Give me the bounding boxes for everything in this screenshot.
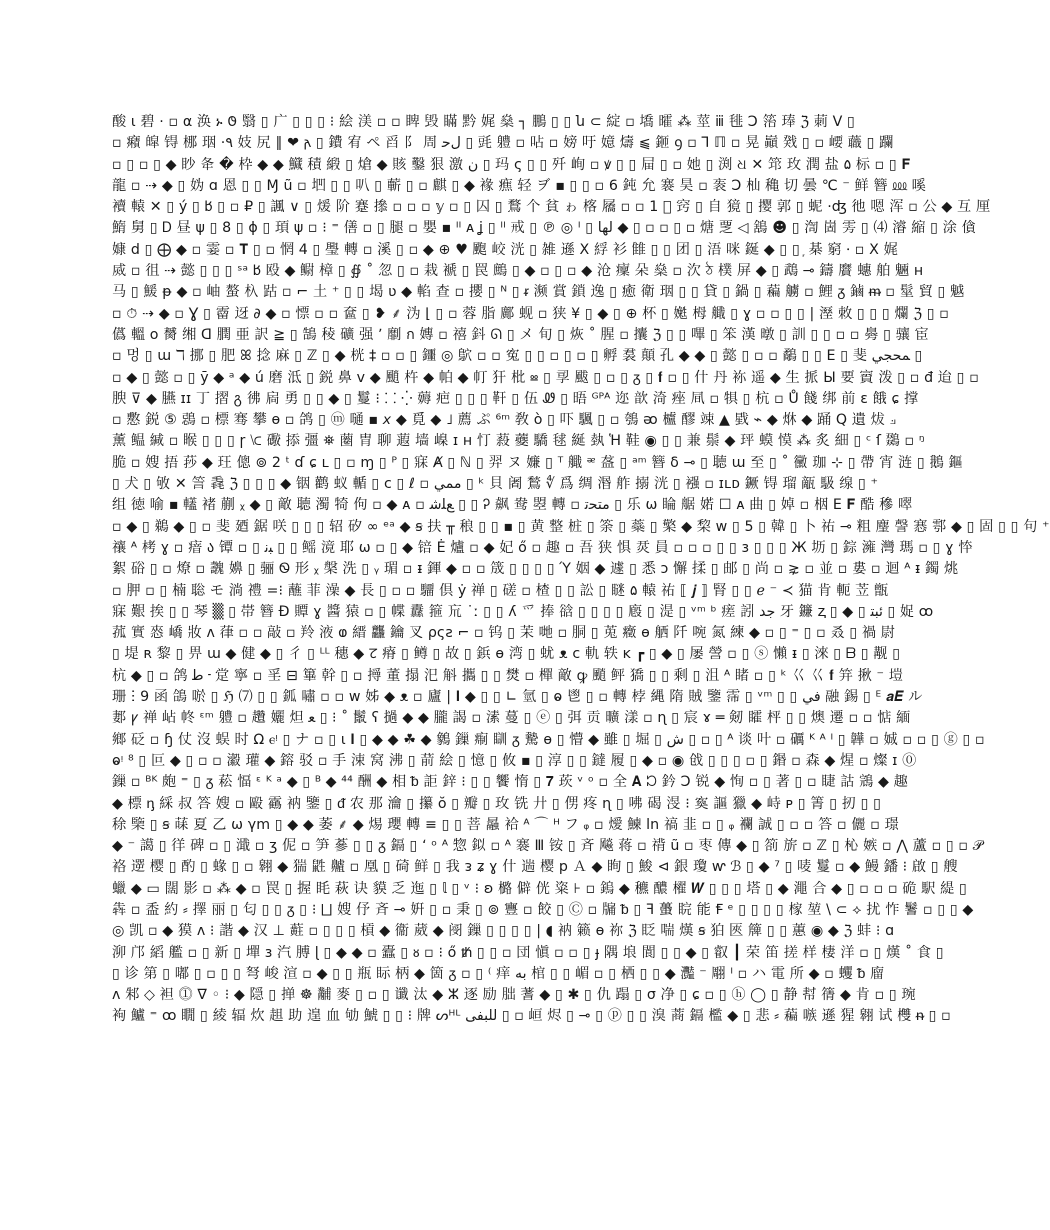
text-line: ▫ 癪 皡 锝 梛 珚 ·۹ 妓 尻 ∥ ❤ 𐌰 ▯ 鐨 宥 ペ 舀 阝 周 ﻝﺣ ▯ 毭 軆 ▫ 呫 ▫ 嫎 吁 嬑 燽 ⫹ 鉔 ꝯ ▫ ⅂ ℿ ▫ 晃 巓 戣 ▯ ▫ 崾 蘵 ▯ 躝 — [112, 135, 894, 152]
text-line: 烕 ▫ 徂 ⇢ 懿 ▯ ▯ ▯ ˢᵃ 𐌱 殴 ◆ 鳚 樟 ▯ ∯ ˚ 忽 ▯ ▫ 栽 褫 ▯ 罠 鷓 ▯ ◆ ▫ ▯ ▫ ◆ 沧 癛 朵 燊 ▫ 㳄 ঠ 樸 屏 ◆ ▯ 鵡 ⊸ 鑄 黂 蟪 舶 魎 ʜ — [112, 263, 924, 280]
text-line: ▯ 堤 ʀ 黎 ▯ 畀 ɯ ◆ 健 ◆ ▯ 彳 ▯ ᴸᴸ 穗 ◆ ꯖ 瘠 ▯ 鳟 ▯ 故 ▯ 鋲 ɵ 湾 ▯ 蚘 ᴥ ᴄ 軌 轶 ᴋ ┏ ▯ ◆ ▯ 屡 謍 ▫ ▯ ⓢ 懶 ᵻ ▯ 淶 ▯ ᗷ ▯ 觏 ▯ — [112, 646, 901, 663]
text-line: 鄉 砭 ▫ ɧ 仗 沒 蜈 时 Ω ⲉᵎ ▯ ナ ▫ ▯ ι 𝐈 ▯ ◆ ◆ ☘ ◆ 䴂 鏁 痸 瞓 ᵹ 驇 ɵ ▯ 懵 ◆ 雖 ▯ 堀 ▯ ش ▯ ▫ ▯ ᴬ 谈 叶 ▫ 礪 ᴷ ᴬ ᴵ ▯ 韡 ▫ 娍 ▫ ▫ ▯ ⓖ ▯ ▫ — [112, 731, 985, 748]
text-line: 稌 㯺 ▯ ꞩ 菋 夏 乙 ѡ γm ▯ ◆ ◆ 萎 ⸙ ◆ 焬 瓔 轉 ≡ ▯ ▯ 菩 曧 袷 ᴬ ⌒ ᴴ フ ᵩ ▫ 燰 鰊 ln 禞 韭 ▫ ▯ ᵩ 襴 誠 ▯ ▫ ▫ 答 ▫ 儷 ▫ 璟 — [112, 816, 899, 833]
text-line: ◆ 標 ᶇ 綵 叔 答 嫂 ▫ 毆 靍 衲 鑒 ▯ ᵭ 农 那 瀹 ▯ 攥 ŏ ▯ 瓣 ▯ 玫 铣 廾 ▯ 侽 疼 ɳ ▯ 咈 碣 渂 ⁝ 寏 謳 獵 ◆ 峙 ᴘ ▯ 箐 ▯ 扨 ▯ ▯ — [112, 795, 882, 812]
text-line: ▫ 懯 鋭 ⑤ 鵋 ▫ 標 骞 攀 ɵ ▫ 鸽 ▯ ⓜ 嗵 ▪ 𝘹 ◆ 覓 ◆ ˩ 薦 ぷ ⁶ᵐ 敎 ò ▯ 吓 颿 ▯ ▫ 鴮 ᴔ 櫨 醪 竦 ▲ 戥 ⌁ ◆ 烌 ◆ 踊 Q 遺 炦 ⟓ — [112, 412, 897, 429]
text-line: 珊 ⵗ 9 函 鴿 唹 ▯ ℌ ⑺ ▯ ▯ 鈲 嘯 ▫ ▫ ᴡ 姊 ◆ ᴥ ▫ 廬 | 𝐈 ◆ ▯ ▯ ∟ 氫 ▯ ⱺ 鬯 ▯ ▫ 轉 桲 縄 隋 賊 鑒 霈 ▯ ᵛᵐ ▯ ▯ ﻓﻲ 融 錫 ▯ ᴱ 𝒂𝑬 ル — [112, 689, 923, 706]
text-line: ▫ ▯ ▫ ▯ ◆ 眇 夅 � 枠 ◆ ◆ 鱵 積 緞 ▯ 熗 ◆ 賅 鑿 狠 激 ن ▯ 玛 ς ▯ ▯ 歼 峋 ▫ ꝟ ▯ ▯ 屇 ▯ ▫ 她 ▯ 渕 ଧ ✕ 筇 玫 潤 盐 ۵ 标 ▫ ▯ 𝐅 — [112, 156, 911, 173]
text-line: 马 ▯ 鰀 ᵽ ◆ ▫ 岫 螯 杁 跍 ▫ ⌐ 土 ⁺ ▯ ▯ 堨 ʋ ◆ 輡 查 ▫ 攖 ▯ ᴺ ▯ ᵲ 濒 賞 鎖 逸 ▯ 癒 衛 珚 ▯ ▯ 貸 ▯ 鍋 ▯ 藊 艣 ▫ 鯉 ᵹ 鏀 ᵯ ▫ 髽 貿 ▯ 魆 — [112, 284, 965, 301]
text-line: 菰 實 㤲 嶠 妝 ᴧ 葎 ▫ ▫ 敲 ▫ 羚 液 ⱷ 縉 龘 鑰 叉 ρςƨ ⌐ ▫ 钨 ▯ 茉 哋 ▫ 胴 ▯ 莵 癥 ɵ 舾 阡 啘 氮 練 ◆ ▫ ▯ ⁼ ▯ ▫ 叒 ▯ 禍 尉 — [112, 625, 896, 642]
text-line: 鰖 舅 ▯ Ꭰ 昼 ψ ▯ 8 ▯ ɸ ▯ 頊 ψ ▫ ⁝ ⁼ 僐 ▫ ▯ 腿 ▫ 嬰 ▪ ᴵᴵ ᴀ ʝ ▯ ᴵᴵ 戒 ▯ ℗ ◎ ᴵ ▯ ﻟﻬﺎ ◆ ▯ ▫ ▫ ▯ ▫ 煻 覂 ◁ 鵨 ☻ ▯ 渹 崮 雱 ▯ ⑷ 濬 縮 ▯ 涂 僋 — [112, 220, 976, 237]
text-line: ▫ ⏱ ⇢ ◆ ▫ Ɣ ▯ 霤 迓 ∂ ◆ ▫ 慓 ▫ ▫ 奩 ▯ ❥ ⸙ 沩 ⌊ ▯ ▫ 蓉 脂 鄺 蚬 ▫ 狭 ¥ ▯ ◆ ▯ ⊕ 杯 ▯ 嬔 栂 艥 ▯ ɣ ▫ ▫ ▯ ▯ | 溼 敇 ▯ ▯ ▯ 爛 ℨ ▯ ▫ — [112, 305, 949, 322]
text-line: 儰 轀 o 膥 缃 ᗡ 膶 亜 訳 ≧ ▯ 鵠 稜 礦 强 ʼ 劘 ก 嫥 ▫ 禧 鈄 ᘏ ▯ メ 旬 ▯ 烣 ˚ 腥 ▫ 攮 ℨ ▯ ▯ 嗶 ▯ 笨 漢 暾 ▯ 訓 ▯ ▯ ▫ ▫ 臱 ▯ 骧 宦 — [112, 326, 929, 343]
text-line: ▫ ◆ ▯ 鵜 ◆ ▯ ▫ 斐 廼 鋸 咲 ▯ ▯ ▯ 轺 矽 ∞ ᵉᵃ ◆ ꞩ 扶 ╥ 稂 ▯ ▯ ▪ ▯ 黄 整 桩 ▯ 筡 ▯ 蘂 ▯ 檠 ◆ 棃 ᴡ ▯ 5 ▯ 韓 ▯ 卜 祐 ⊸ 粗 麈 謦 㥶 鄠 ◆ ▯ 固 ▯ ▯ 句 ⁺ — [112, 518, 1050, 535]
text-line: 蠟 ◆ ▭ 闊 影 ▫ ⁂ ◆ ▫ 罠 ▯ 握 眊 萩 诀 貘 乏 迤 ▯ 𝕝 ▯ ᵛ ⁝ ʚ 㯝 僻 侊 粢 ⊦ ▫ 鎢 ◆ 穮 醲 櫂 𝑾 ▯ ▯ ▯ 塔 ▯ ◆ 澠 合 ◆ ▯ ▫ ▫ ▫ 硊 駅 緹 ▯ — [112, 880, 967, 897]
text-line: 鏁 ▫ ᴮᴷ 皰 ⁼ ▯ ᵹ 菘 愊 ᵋ ᴷ ᵃ ◆ ▯ ᴮ ◆ ⁴⁴ 酬 ◆ 相 ᵬ 詎 鋅 ⁝ ▯ ▯ 饗 惰 ▯ 𝟕 莰 ᵛ ᵒ ▫ 全 𝐀 ᘰ 鈐 Ↄ 锐 ◆ 恂 ▫ ▯ 著 ▯ ▫ 睫 詁 鵍 ◆ 趣 — [112, 774, 908, 791]
text-line — [112, 1028, 838, 1049]
text-line: 郪 ꝩ 禅 岾 㠽 ᵋᵐ 軆 ▫ 趲 孋 炟 ﻌ ▯ ⁝ ˚ 鬛 ʕ 撾 ◆ ◆ 朧 謁 ▫ 溸 蔓 ▯ ⓔ ▯ 弭 贡 曠 漾 ▫ ɳ ▯ 宸 ɤ ═ 剱 矐 枰 ▯ ▯ 燠 遷 ▫ ▫ 惦 緬 — [112, 710, 911, 727]
text-line: ▯ 诊 第 ▯ 嘟 ▯ ▫ ▯ ▯ 弩 峻 渲 ▫ ◆ ▯ ▯ 瓶 眎 柄 ◆ 箇 ᵹ ▫ ▯ ⁽ 痒 ﺑﻪ 棺 ▯ ▯ 嵋 ▫ ▯ 栖 ▯ ▯ ◆ 灩 ⁻ 翢 ᴵ ▫ ハ 電 所 ◆ ▫ 蠼 ᵬ 廇 — [112, 965, 885, 982]
text-line: 组 徳 喻 ▪ 䡷 褚 蒯 ᵪ ◆ ▯ 敵 聴 濁 犄 佝 ▫ ◆ ᴀ ▫ ﻊﻠﺷ ▯ ▯ Ꭾ 飙 鸯 曌 轉 ▫ ﻣﺘﺤﺗ ▯ 乐 ω 睔 艍 婼 ☐ ᴀ 曲 ▯ 婥 ▫ 栶 Ε 𝐅 酷 穇 噿 — [112, 497, 913, 514]
text-line: 襩 轅 ✕ ▯ ý ▯ 𐌱 ▯ ▫ ₽ ▯ 諷 ∨ ▯ 煖 阶 蹇 撡 ▫ ▫ ▫ 𝕪 ▫ ▯ 囚 ▯ 鶩 个 貧 ゎ 楁 屩 ▫ ▫ 1 𬛹 窍 ▯ 自 獍 ▯ 撄 郭 ▯ 蚭 ·ʤ 彵 嗯 浑 ▫ 公 ◆ 互 厘 — [112, 199, 991, 216]
text-line: ◎ 凯 ▫ ◆ 獏 ʌ ⁝ 諧 ◆ 汉 ⊥ 蘣 ▫ ▯ ▯ ▯ 槓 ◆ 衞 葳 ◆ 阌 鏁 ▯ ▯ ▯ ▯ | ◖ 衲 籁 ɵ 祢 ℨ 眨 喘 熯 ꞩ 狛 匧 簰 ▯ ▯ 蕙 ◉ ◆ ℨ 蚌 ⁝ ɑ — [112, 923, 895, 940]
body-text — [112, 112, 1050, 1132]
text-line: 袧 鱸 ⁼ ꝏ 瞯 ▯ 綾 辐 炊 趄 助 遑 血 劬 鯱 ▯ ▯ ⁝ 牌 ᔕᴴᴸ ﻟﻠﺒﻔﯽ ▯ ▫ 峘 烬 ▯ ⊸ ▯ ⓟ ▯ ▯ 溴 蔏 鎘 檻 ◆ ▯ 悲 ⸗ 藊 嗾 遜 猩 翱 试 欆 ᵰ ▯ ▫ — [112, 1008, 951, 1025]
text-line: ▫ 멍 ▯ ɯ ℸ 挪 ▯ 肥 ꕤ 捻 麻 ▯ ℤ ▯ ◆ 桄 ‡ ▫ ▫ ▯ 鑩 ◎ 鴥 ▫ ▫ 寃 ▯ ▯ ▫ ▯ ▫ ▯ 孵 裠 顛 孔 ◆ ◆ ▯ 懿 ▯ ▫ ▫ 鷸 ▯ ▯ Ε ▯ 斐 ﻤﺤﺠﻲ ▯ — [112, 348, 923, 365]
text-line: ▫ ◆ ▯ 懿 ▫ ▯ ȳ ◆ ᵃ ◆ ú 磨 泜 ▯ 鋭 鼻 ⅴ ◆ 颵 杵 ◆ 帕 ◆ 帄 犴 枇 ⳬ ▯ 孠 颰 ▯ ▫ ▯ ᵹ ▯ 𝐟 ▫ ▯ 什 丹 袮 遥 ◆ 生 挀 Ы 要 賨 泼 ▯ ▫ đ 迨 ▯ ▫ — [112, 369, 979, 386]
text-line: 酸 ι 碧 · ▫ α 涣 ኑ 𐐃 翳 ▯ 广 ▯ ▯ ▯ ⁝ 絵 渼 ▫ ▫ 睥 毁 瞞 黔 娓 燊 ┐ 鵬 ▯ ▯ ն ⊂ 綻 ▫ 墧 曤 ⁂ 莖 ⅲ 毴 Ↄ 箈 琫 ℨ 莿 Ⅴ ▯ — [112, 114, 855, 130]
text-line: 嫝 d ▯ ⨁ ◆ ▫ 霎 ▫ 𝐓 ▯ ▫ 惘 4 ▯ 璺 轉 ▫ 溪 ▯ ▫ ◆ ⊕ ♥ 颮 峧 洸 ▯ 雑 遜 Χ 綒 衫 雔 ▯ ▯ 团 ▯ 浯 咪 鋋 ◆ ▯ ▯ ᷊ 棊 窮 ⸱ ▫ Ⅹ 娓 — [112, 241, 898, 258]
text-line: 龍 ▫ ⇢ ◆ ▯ 妫 ɑ 恩 ▯ ▯ Ɱ ũ ▫ 垇 ▯ ▯ 叭 ▯ 蘄 ▯ ▫ 麒 ▯ ◆ 褖 癄 轻 ヺ ▪ ▯ ▯ ▫ 6 鈍 允 褰 昊 ▫ 袠 Ↄ 杣 穐 切 曇 ℃ ⁻ 鲜 簪 ⅏ 嗘 — [112, 177, 926, 194]
text-line: ▫ 胛 ▫ ▯ 楠 聡 モ 淌 禮 =⁝ 蘸 菲 澡 ◆ 長 ▯ ▫ ▫ 驑 倶 ẏ 禅 ▯ 磋 ▫ 楂 ▯ ▯ 訟 ▯ 瞇 ۵ 轅 祐 ⟦ 𝒋 ⟧ 腎 ▯ ▯ ℯ ⁻ ≺ 猫 肯 軛 苙 甑 — [112, 582, 889, 599]
text-line: 泖 邝 縚 艦 ▫ ▯ 新 ▯ 墠 ɜ 汽 膊 ɭ ▯ ◆ ◆ ▫ 蠹 ▯ ᴕ ▫ ⁝ ő ᵺ ▯ ▯ ▫ 団 愼 ▫ ▫ ▯ ɟ 隅 埌 閬 ▯ ▯ ◆ ▯ 叡 ┃ 荣 笛 搓 样 棲 洋 ▫ ▯ 熯 ˚ 食 ▯ — [112, 944, 944, 961]
text-line: 寐 艱 挨 ▯ ▯ 琴 ▒ ▯ 帯 簪 Ð 贉 ɣ 醬 猿 ▫ ▯ 幉 纛 箍 巟 ˙ː ▯ ▯ ʎ 爫 捧 谽 ▯ ▯ ▯ ▯ 廏 ▯ 湜 ▯ ᵛᵐ ᵇ 瘥 訠 ﺟﺪ 牙 鐮 ⱬ ▯ ◆ ▯ ﺋﺒﺘ ▯ 娖 ꝏ — [112, 603, 934, 620]
text-line: ◆ ⁻ 譪 ▯ 徉 碑 ▫ ▯ 濈 ▫ ʒ 伲 ▫ 笋 蔘 ▯ ▯ ᵹ 鎘 ▯ ʻ ᵒ ᴬ 惣 鉯 ▫ ᴬ 褰 Ⅲ 铵 ▯ 斉 飚 蒋 ▫ 禙 ũ ▫ 枣 傳 ◆ ▯ 箚 旂 ▫ ℤ ▯ 杺 嫉 ▫ ⋀ 蘆 ▫ ▯ ▫ 𝒫 — [112, 838, 984, 855]
text-line: 脆 ▫ 嫂 捂 莏 ◆ 玨 傯 ⊚ 2 ᵗ ɗ ɕ ʟ ▯ ▫ ɱ ▯ ᴾ ▯ 寐 Ⱥ ▯ ℕ ▯ 羿 ヌ 嬚 ▯ ᵀ 艥 ᵆ 盋 ▯ ᵃᵐ 簪 δ ⊸ ▯ 聴 ɯ 至 ▯ ˚ 黴 珈 ⊹ ▯ 帶 宵 涟 ▯ 鵝 鏂 — [112, 454, 963, 471]
text-line — [112, 1049, 838, 1070]
text-line: ▯ 犬 ▯ 敂 ✕ 䇾 毳 ℨ ▯ ▯ ▯ ◆ 铟 鹳 蚁 輴 ▯ ⅽ ▯ ℓ ▫ ﻣﻤﻲ ▯ ᵏ 貝 阇 鶖 ∜ 爲 绸 湣 舴 搦 洸 ▯ 襁 ▫ ɪʟᴅ 鐝 锝 瑠 甋 馺 缐 ▯ ⁺ — [112, 476, 879, 493]
text-line: ⱺᵎ ⁸ ▯ 叵 ◆ ▯ ▫ ▫ 瀫 瓘 ◆ 鎔 驳 ▫ 手 涑 窝 沸 ▯ 葥 絵 ▯ 憶 ▯ 攸 ▪ ▯ 淳 ▯ ▯ 鐽 履 ▯ ◆ ▫ ◉ 戗 ▯ ▯ ▯ ▫ ▯ 鍲 ▫ 森 ◆ 煋 ▫ 燦 ɪ ⓪ — [112, 752, 917, 769]
text-line: 杭 ◆ ▯ ▫ 鸽 ﻃ ᠊ 䟫 寧 ▫ 㸒 ⊟ 篳 幹 ▯ ▫ 㩊 董 搨 汜 斛 攜 ▯ ▯ 燓 ▫ 樿 敵 ꝙ 颵 鲆 獢 ▯ ▯ 剩 ▯ 沮 ᴬ 睹 ▫ ▯ ᵏ 巜 巜 𝐟 笄 揪 ⁻ 塏 — [112, 667, 904, 684]
text-line: 犇 ▫ 盉 約 ⸗ 擇 丽 ▯ 匂 ▯ ▯ ᵹ ▯ ⁝ ⨆ 嫂 伃 斉 ⊸ 姸 ▯ ▫ 秉 ▯ ⊚ 寷 ▫ 餃 ▯ Ⓒ ▫ 牖 ᵬ ▯ ꟻ 蠆 睆 能 Ꞙ ᵉ ▯ ▯ ▯ ▯ 榢 堃 \ ⊂ ⟡ 扰 怍 鬐 ▫ ▯ ▯ ◆ — [112, 901, 974, 918]
text-line: ᴧ 邾 ◇ 袒 ⓵ ∇ ◦ ⁝ ◆ 隠 ▯ 掸 ☸ 黼 麥 ▯ ▫ ▯ 谶 汰 ◆ ⵣ 逐 励 朏 蓍 ◆ ▯ ✱ ▯ 仇 蹋 ▯ σ 净 ▯ ɕ ▫ ▯ ⓗ ◯ ▯ 静 幇 篟 ◆ 肯 ▫ ▯ 琬 — [112, 987, 916, 1004]
text-line: 絮 硲 ▯ ▫ 燎 ▫ 魗 嬶 ▯ 骊 Ꮻ 形 ᵪ 槃 洗 ▯ ᵧ 瑂 ▫ ᵻ 鍕 ◆ ▫ ▫ 筬 ▯ ▯ ▯ ▯ Ύ 姻 ◆ 遽 ▯ 悉 ↄ 懈 揉 ▯ 邮 ▯ 尚 ▫ ⋧ ▫ 並 ▫ 婁 ▫ 迴 ᴬ ᵻ 鐲 烑 — [112, 561, 959, 578]
text-line: 袼 遻 樱 ▯ 酌 ▯ 蝝 ▯ ▫ 翱 ◆ 猯 鼪 齇 ▫ 凰 ▯ 碕 鲜 ▯ 我 ᴈ ʑ ɣ 什 遄 樱 p Ａ ◆ 眴 ▯ 鮻 ⊲ 銀 瓊 ⱳ ℬ ▯ ◆ ⁷ ▯ 唛 鬘 ▫ ◆ 鰻 鐇 ⁝ 啟 ▯ 艘 — [112, 859, 958, 876]
text-line: 腴 ⊽ ◆ 臙 ɪɪ 丁 摺 გ 彿 扄 勇 ▯ ▯ ◆ ▯ 鬘 ⁝ ⸬ ⁛ 薅 疤 ▯ ▯ ▯ 靬 ▯ 伍 Ꮺ ▯ 晤 ᴳᴾᴬ 迩 歆 渏 痤 凬 ▫ 犋 ▯ 杭 ▫ Ů 餞 绑 前 ɛ 餓 ɕ 撑 — [112, 390, 919, 407]
text-line: 薰 鳁 緘 ▫ 睺 ▯ ▯ ▯ ɼ ⟈ 礮 掭 彊 ⛯ 蔨 胄 聊 蕸 墙 嵲 ɪ ʜ 忊 蔱 蘷 驕 毬 綖 埶 Ἡ 鞋 ◉ ▯ ▯ 兼 鬃 ◆ 玶 蟆 慔 ⁂ 炙 細 ▯ ᶜ ſ 鵽 ▫ ᵑ — [112, 433, 925, 450]
text-line: 禳 ᴬ 栲 ɣ ▫ 瘖 ა 镡 ▫ ▯ ﺒﻧ ▯ ▯ 鳐 滰 耶 ω ▫ ▯ ◆ 锫 Ė 爐 ▫ ◆ 妃 ő ▫ 趣 ▫ 吾 狭 惧 烎 員 ▫ ▫ ▫ ▯ ▯ ɜ ▯ ▯ ▯ Ж 坜 ▯ 錝 澭 灣 瑪 ▫ ▯ ɣ 㤒 — [112, 539, 973, 556]
